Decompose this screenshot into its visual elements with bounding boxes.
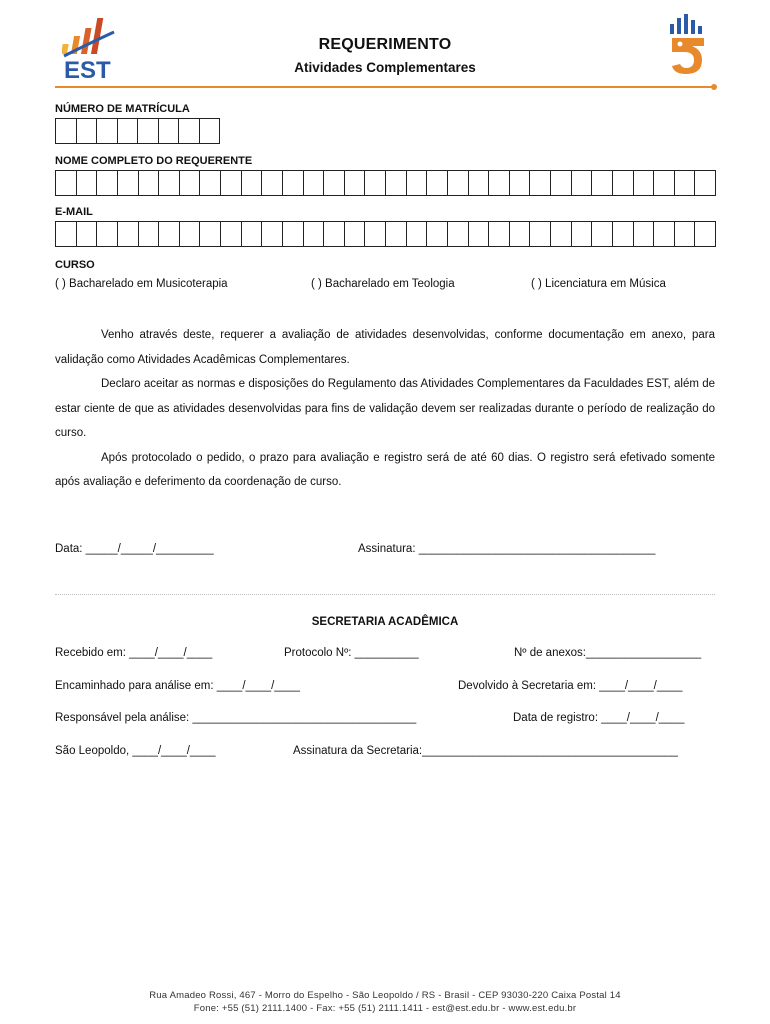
grid-cell[interactable] — [695, 221, 716, 247]
grid-cell[interactable] — [221, 170, 242, 196]
grid-cell[interactable] — [77, 170, 98, 196]
grid-cell[interactable] — [77, 221, 98, 247]
grid-cell[interactable] — [283, 170, 304, 196]
grid-cell[interactable] — [634, 221, 655, 247]
grid-cell[interactable] — [592, 170, 613, 196]
grid-cell[interactable] — [407, 170, 428, 196]
header-divider-dot — [711, 84, 717, 90]
grid-cell[interactable] — [97, 170, 118, 196]
grid-cell[interactable] — [510, 170, 531, 196]
grid-cell[interactable] — [345, 170, 366, 196]
grid-cell[interactable] — [118, 118, 139, 144]
grid-cell[interactable] — [530, 170, 551, 196]
grid-cell[interactable] — [200, 170, 221, 196]
date-line[interactable]: Data: _____/_____/_________ — [55, 543, 214, 555]
grid-cell[interactable] — [324, 170, 345, 196]
grid-cell[interactable] — [695, 170, 716, 196]
grid-cell[interactable] — [77, 118, 98, 144]
grid-cell[interactable] — [221, 221, 242, 247]
grid-cell[interactable] — [159, 118, 180, 144]
grid-cell[interactable] — [138, 118, 159, 144]
grid-cell[interactable] — [179, 118, 200, 144]
grid-cell[interactable] — [551, 170, 572, 196]
curso-label: CURSO — [55, 259, 95, 271]
footer-contact: Fone: +55 (51) 2111.1400 - Fax: +55 (51) 2111.1411 - est@est.edu.br - www.est.edu.br — [193, 1003, 577, 1014]
grid-cell[interactable] — [675, 170, 696, 196]
grid-cell[interactable] — [489, 170, 510, 196]
grid-cell[interactable] — [427, 170, 448, 196]
header-divider — [55, 86, 715, 88]
anexos-line[interactable]: Nº de anexos:__________________ — [514, 647, 702, 659]
grid-cell[interactable] — [242, 170, 263, 196]
grid-cell[interactable] — [304, 170, 325, 196]
paragraph-request: Venho através deste, requerer a avaliação de atividades desenvolvidas, conforme documentação em anexo, para validação como Atividades Acadêmicas Complementares. — [55, 329, 715, 366]
document-title: REQUERIMENTO — [318, 36, 452, 53]
grid-cell[interactable] — [118, 170, 139, 196]
nome-label: NOME COMPLETO DO REQUERENTE — [55, 155, 253, 167]
paragraph-declaration: Declaro aceitar as normas e disposições do Regulamento das Atividades Complementares da Faculdades EST, além de estar ciente de que as atividades desenvolvidas para fins de validação devem ser realizadas durante o período de realização do curso. — [55, 378, 715, 439]
grid-cell[interactable] — [572, 221, 593, 247]
grid-cell[interactable] — [634, 170, 655, 196]
grid-cell[interactable] — [654, 221, 675, 247]
secretaria-title: SECRETARIA ACADÊMICA — [311, 616, 459, 628]
grid-cell[interactable] — [675, 221, 696, 247]
grid-cell[interactable] — [304, 221, 325, 247]
matricula-field[interactable] — [55, 118, 220, 144]
grid-cell[interactable] — [56, 118, 77, 144]
grid-cell[interactable] — [469, 170, 490, 196]
grid-cell[interactable] — [613, 221, 634, 247]
grid-cell[interactable] — [159, 221, 180, 247]
grid-cell[interactable] — [572, 170, 593, 196]
grid-cell[interactable] — [654, 170, 675, 196]
curso-option-teologia[interactable]: ( ) Bacharelado em Teologia — [311, 278, 455, 290]
protocolo-line[interactable]: Protocolo Nº: __________ — [284, 647, 419, 659]
grid-cell[interactable] — [613, 170, 634, 196]
logo-text: EST — [64, 57, 111, 80]
grid-cell[interactable] — [407, 221, 428, 247]
grid-cell[interactable] — [118, 221, 139, 247]
grid-cell[interactable] — [592, 221, 613, 247]
grid-cell[interactable] — [159, 170, 180, 196]
registro-line[interactable]: Data de registro: ____/____/____ — [513, 712, 685, 724]
grid-cell[interactable] — [283, 221, 304, 247]
nome-field[interactable] — [55, 170, 716, 196]
grid-cell[interactable] — [139, 170, 160, 196]
secretaria-signature-line[interactable]: Assinatura da Secretaria:________________________________________ — [293, 745, 678, 757]
grid-cell[interactable] — [551, 221, 572, 247]
grid-cell[interactable] — [200, 221, 221, 247]
paragraph-deadline: Após protocolado o pedido, o prazo para avaliação e registro será de até 60 dias. O registro será efetivado somente após avaliação e deferimento da coordenação de curso. — [55, 451, 715, 488]
grid-cell[interactable] — [200, 118, 221, 144]
matricula-label: NÚMERO DE MATRÍCULA — [55, 103, 190, 115]
grid-cell[interactable] — [489, 221, 510, 247]
grid-cell[interactable] — [56, 170, 77, 196]
grid-cell[interactable] — [386, 170, 407, 196]
curso-option-musica[interactable]: ( ) Licenciatura em Música — [531, 278, 666, 290]
responsavel-line[interactable]: Responsável pela análise: ___________________________________ — [55, 712, 417, 724]
curso-option-musicoterapia[interactable]: ( ) Bacharelado em Musicoterapia — [55, 278, 228, 290]
grid-cell[interactable] — [139, 221, 160, 247]
local-date-line[interactable]: São Leopoldo, ____/____/____ — [55, 745, 216, 757]
grid-cell[interactable] — [242, 221, 263, 247]
grid-cell[interactable] — [97, 221, 118, 247]
grid-cell[interactable] — [510, 221, 531, 247]
section-divider — [55, 594, 715, 595]
grid-cell[interactable] — [365, 221, 386, 247]
grid-cell[interactable] — [56, 221, 77, 247]
grid-cell[interactable] — [97, 118, 118, 144]
devolvido-line[interactable]: Devolvido à Secretaria em: ____/____/____ — [458, 680, 683, 692]
recebido-line[interactable]: Recebido em: ____/____/____ — [55, 647, 213, 659]
grid-cell[interactable] — [427, 221, 448, 247]
grid-cell[interactable] — [365, 170, 386, 196]
email-label: E-MAIL — [55, 206, 93, 218]
document-subtitle: Atividades Complementares — [294, 60, 476, 75]
request-body — [55, 323, 715, 495]
grid-cell[interactable] — [448, 221, 469, 247]
grid-cell[interactable] — [262, 170, 283, 196]
grid-cell[interactable] — [530, 221, 551, 247]
grid-cell[interactable] — [324, 221, 345, 247]
email-field[interactable] — [55, 221, 716, 247]
grid-cell[interactable] — [180, 221, 201, 247]
grid-cell[interactable] — [469, 221, 490, 247]
grid-cell[interactable] — [386, 221, 407, 247]
footer-address: Rua Amadeo Rossi, 467 - Morro do Espelho - São Leopoldo / RS - Brasil - CEP 93030-220 Caixa Postal 14 — [149, 990, 621, 1001]
grid-cell[interactable] — [262, 221, 283, 247]
grid-cell[interactable] — [180, 170, 201, 196]
signature-line[interactable]: Assinatura: _____________________________________ — [358, 543, 656, 555]
grid-cell[interactable] — [345, 221, 366, 247]
encaminhado-line[interactable]: Encaminhado para análise em: ____/____/____ — [55, 680, 300, 692]
grid-cell[interactable] — [448, 170, 469, 196]
